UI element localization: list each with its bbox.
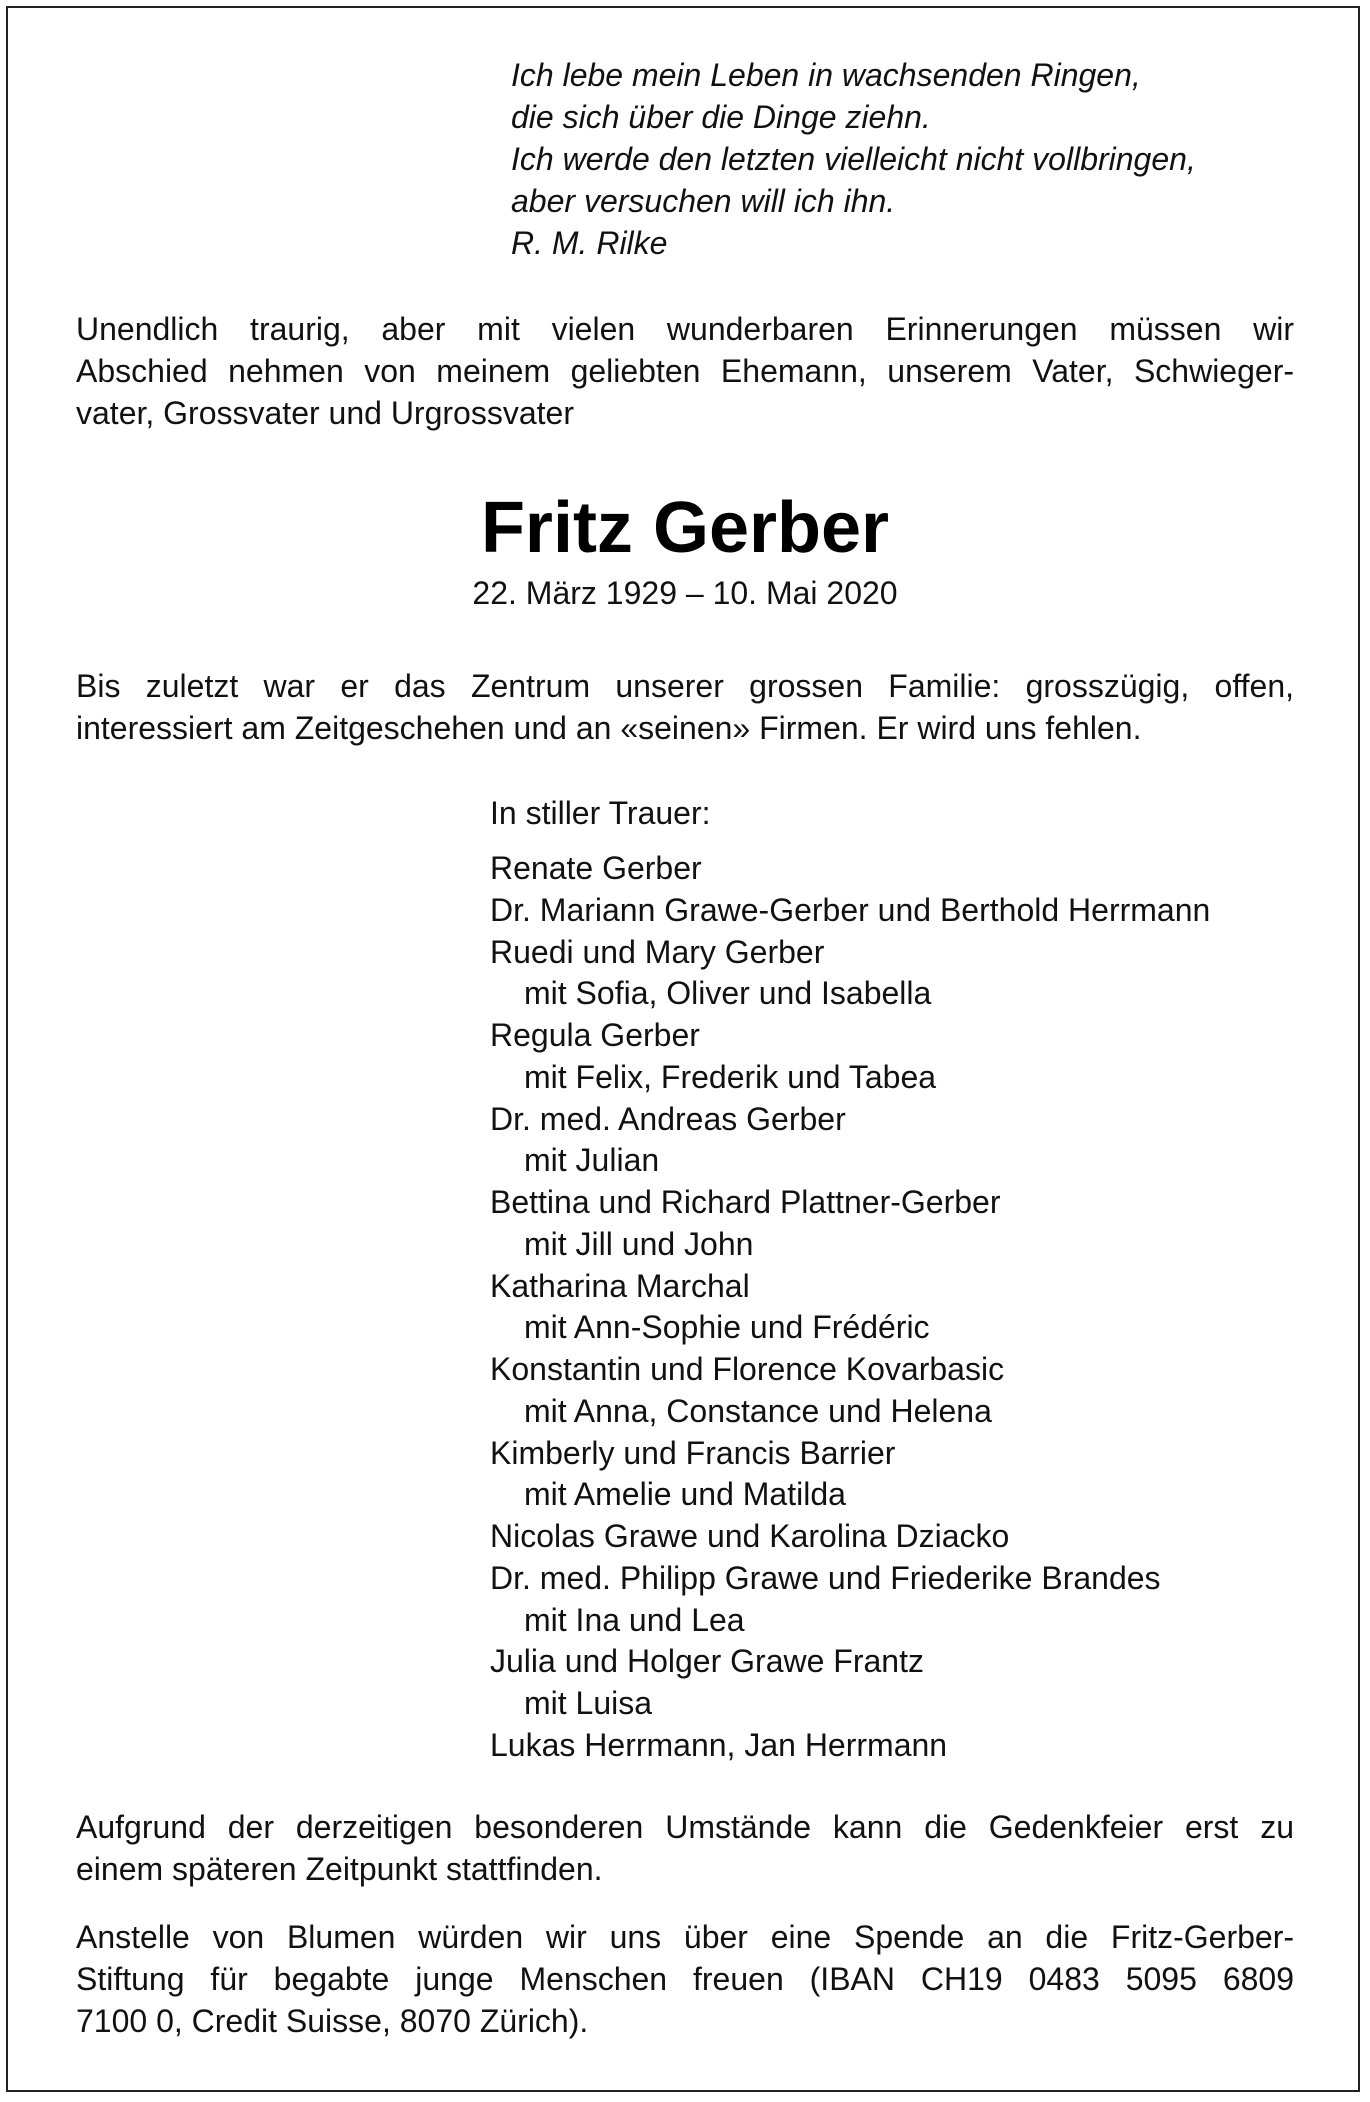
mourner-children-entry: mit Julian <box>524 1142 660 1179</box>
mourner-children-entry: mit Ann-Sophie und Frédéric <box>524 1309 930 1346</box>
life-dates: 22. März 1929 – 10. Mai 2020 <box>472 575 898 611</box>
mourner-children-entry: mit Amelie und Matilda <box>524 1476 846 1513</box>
poem-line: Ich lebe mein Leben in wachsenden Ringen, <box>511 57 1141 93</box>
donation-line: Stiftung für begabte junge Menschen freuen (IBAN CH19 0483 5095 6809 <box>76 1961 1294 1997</box>
memorial-notice-paragraph <box>76 1806 1294 1890</box>
mourner-entry: Kimberly und Francis Barrier <box>490 1434 896 1471</box>
mourner-entry: Konstantin und Florence Kovarbasic <box>490 1351 1005 1387</box>
intro-line: vater, Grossvater und Urgrossvater <box>76 395 574 431</box>
mourner-entry: Dr. med. Philipp Grawe und Friederike Brandes <box>490 1559 1161 1596</box>
mourner-entry: Ruedi und Mary Gerber <box>490 933 825 970</box>
tribute-line: Bis zuletzt war er das Zentrum unserer grossen Familie: grosszügig, offen, <box>76 668 1294 704</box>
closing-line: einem späteren Zeitpunkt stattfinden. <box>76 1851 603 1887</box>
mourner-children-entry: mit Ina und Lea <box>524 1601 745 1638</box>
rilke-poem <box>511 54 1196 264</box>
donation-line: Anstelle von Blumen würden wir uns über eine Spende an die Fritz-Gerber- <box>76 1919 1294 1955</box>
mourner-entry: Bettina und Richard Plattner-Gerber <box>490 1184 1001 1220</box>
mourner-entry: Katharina Marchal <box>490 1267 750 1304</box>
mourning-heading: In stiller Trauer: <box>490 795 711 831</box>
tribute-paragraph <box>76 665 1294 749</box>
mourner-children-entry: mit Felix, Frederik und Tabea <box>524 1058 937 1095</box>
tribute-line: interessiert am Zeitgeschehen und an «seinen» Firmen. Er wird uns fehlen. <box>76 710 1142 746</box>
mourner-entry: Regula Gerber <box>490 1017 700 1053</box>
poem-author: R. M. Rilke <box>511 225 668 261</box>
intro-line: Abschied nehmen von meinem geliebten Ehemann, unserem Vater, Schwieger- <box>76 353 1294 389</box>
mourner-entry: Dr. Mariann Grawe-Gerber und Berthold Herrmann <box>490 891 1211 928</box>
mourner-children-entry: mit Anna, Constance und Helena <box>524 1392 992 1429</box>
intro-line: Unendlich traurig, aber mit vielen wunderbaren Erinnerungen müssen wir <box>76 311 1294 347</box>
poem-line: aber versuchen will ich ihn. <box>511 183 896 219</box>
donation-paragraph <box>76 1916 1294 2042</box>
mourner-children-entry: mit Jill und John <box>524 1225 754 1262</box>
mourners-list <box>490 848 1210 1767</box>
poem-line: Ich werde den letzten vielleicht nicht vollbringen, <box>511 141 1196 177</box>
mourner-entry: Julia und Holger Grawe Frantz <box>490 1643 924 1680</box>
mourner-entry: Renate Gerber <box>490 850 702 886</box>
mourners-block <box>490 792 1210 1767</box>
mourner-entry: Nicolas Grawe und Karolina Dziacko <box>490 1518 1010 1554</box>
mourner-children-entry: mit Luisa <box>524 1685 653 1721</box>
donation-line: 7100 0, Credit Suisse, 8070 Zürich). <box>76 2003 589 2039</box>
mourner-entry: Lukas Herrmann, Jan Herrmann <box>490 1726 948 1763</box>
poem-line: die sich über die Dinge ziehn. <box>511 99 931 135</box>
intro-paragraph <box>76 308 1294 434</box>
mourner-entry: Dr. med. Andreas Gerber <box>490 1100 846 1137</box>
deceased-name: Fritz Gerber <box>480 488 890 568</box>
mourner-children-entry: mit Sofia, Oliver und Isabella <box>524 975 932 1012</box>
closing-line: Aufgrund der derzeitigen besonderen Umstände kann die Gedenkfeier erst zu <box>76 1809 1294 1845</box>
